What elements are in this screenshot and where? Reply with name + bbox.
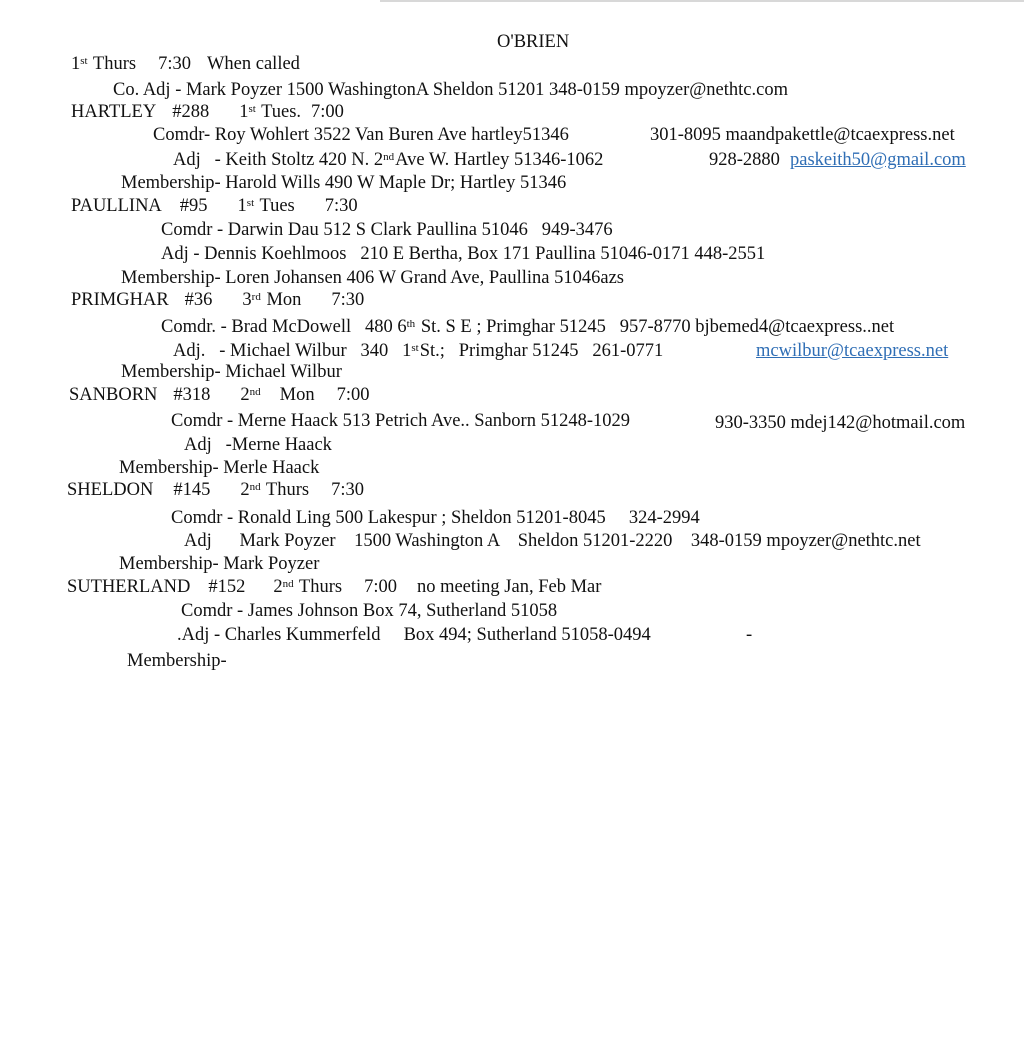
post-header-sheldon: SHELDON #145 2nd Thurs 7:30 [67, 480, 364, 500]
sheldon-commander: Comdr - Ronald Ling 500 Lakespur ; Sheldon 51201-8045 324-2994 [171, 508, 700, 528]
sutherland-adjutant: .Adj - Charles Kummerfeld Box 494; Sutherland 51058-0494 [177, 625, 651, 645]
county-adjutant: Co. Adj - Mark Poyzer 1500 WashingtonA Sheldon 51201 348-0159 mpoyzer@nethtc.com [113, 80, 788, 100]
hartley-membership: Membership- Harold Wills 490 W Maple Dr; Hartley 51346 [121, 173, 567, 193]
sheldon-membership: Membership- Mark Poyzer [119, 554, 320, 574]
hartley-commander-phone: 301-8095 maandpakettle@tcaexpress.net [650, 125, 955, 145]
paullina-commander: Comdr - Darwin Dau 512 S Clark Paullina 51046 949-3476 [161, 220, 613, 240]
hartley-adjutant-email-link[interactable]: paskeith50@gmail.com [790, 150, 966, 170]
sanborn-membership: Membership- Merle Haack [119, 458, 320, 478]
primghar-membership: Membership- Michael Wilbur [121, 362, 342, 382]
primghar-adjutant-email-link[interactable]: mcwilbur@tcaexpress.net [756, 341, 949, 361]
sanborn-adjutant: Adj -Merne Haack [184, 435, 332, 455]
sanborn-commander: Comdr - Merne Haack 513 Petrich Ave.. Sanborn 51248-1029 [171, 411, 630, 431]
hartley-adjutant: Adj - Keith Stoltz 420 N. 2ndAve W. Hartley 51346-1062 [173, 150, 604, 170]
post-header-primghar: PRIMGHAR #36 3rd Mon 7:30 [71, 290, 365, 310]
primghar-adjutant: Adj. - Michael Wilbur 340 1stSt.; Primghar 51245 261-0771 [173, 341, 664, 361]
hartley-adjutant-phone: 928-2880 [709, 150, 780, 170]
sutherland-adjutant-dash: - [746, 625, 753, 645]
sheldon-adjutant: Adj Mark Poyzer 1500 Washington A Sheldon 51201-2220 348-0159 mpoyzer@nethtc.net [184, 531, 921, 551]
sutherland-membership: Membership- [127, 651, 227, 671]
post-header-hartley: HARTLEY #288 1st Tues. 7:00 [71, 102, 344, 122]
post-header-paullina: PAULLINA #95 1st Tues 7:30 [71, 196, 358, 216]
sanborn-commander-phone: 930-3350 mdej142@hotmail.com [715, 413, 966, 433]
sutherland-commander: Comdr - James Johnson Box 74, Sutherland 51058 [181, 601, 558, 621]
post-header-sanborn: SANBORN #318 2nd Mon 7:00 [69, 385, 370, 405]
paullina-membership: Membership- Loren Johansen 406 W Grand Ave, Paullina 51046azs [121, 268, 624, 288]
page-title: O'BRIEN [497, 32, 570, 52]
paullina-adjutant: Adj - Dennis Koehlmoos 210 E Bertha, Box 171 Paullina 51046-0171 448-2551 [161, 244, 766, 264]
scan-top-border [380, 0, 1024, 2]
post-header-sutherland: SUTHERLAND #152 2nd Thurs 7:00 no meeting Jan, Feb Mar [67, 577, 602, 597]
hartley-commander: Comdr- Roy Wohlert 3522 Van Buren Ave hartley51346 [153, 125, 569, 145]
primghar-commander: Comdr. - Brad McDowell 480 6th St. S E ; Primghar 51245 957-8770 bjbemed4@tcaexpress..net [161, 317, 895, 337]
county-meeting-line: 1st Thurs 7:30 When called [71, 54, 300, 74]
